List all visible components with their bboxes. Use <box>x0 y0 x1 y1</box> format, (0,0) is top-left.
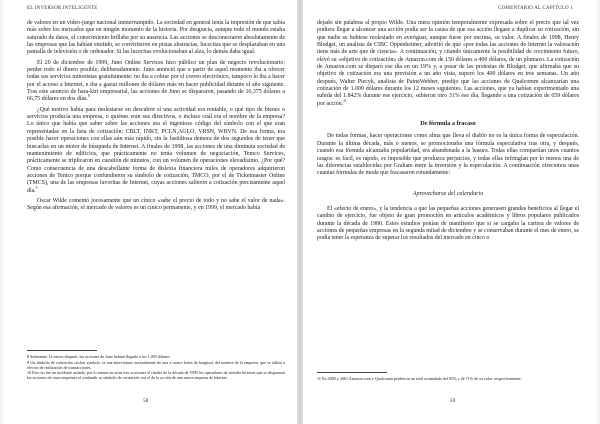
left-page <box>3 0 297 424</box>
right-page <box>303 0 597 424</box>
paragraph: ¿Qué motivo había para molestarse en descubrir si una actividad era rentable, o qué tipo de bienes o servicios producía una empresa, o quiénes eran sus directivos, o incluso cuál era el nombre de la empresa? Lo único que había que saber sobre las acciones era el ingenioso código del símbolo con el que eran representadas en la lista de cotización: CBLT, INKT, PCLN,AGLO, VRSN, WBVN. De esa forma, era posible hacer operaciones con ellas aún más rápido, sin la fastidiosa demora de dos segundos de tener que buscarlas en un motor de búsqueda de Internet. A finales de 1998, las acciones de una diminuta sociedad de mantenimiento de edificios, que prácticamente no tenía volumen de negociación, Temco Services, prácticamente se triplicaron en cuestión de minutos, con un volumen de operaciones elevadísimo. ¿Por qué? Como consecuencia de una descabellante forma de dislexia financiera miles de operadores adquirieron acciones de Temco porque confundieron su símbolo de cotización, TMCO, por el de Ticketmaster Online (TMCS), una de las empresas favoritas de Internet, cuyas acciones salieron a cotización precisamente aquel día.$^9$ <box>27 106 285 194</box>
footnote: 11 En 2000 y 2001 Amazon.com y Qualcomm perdieron un total acumulado del 85% y de 71% de su valor, respectivamente. <box>317 376 522 381</box>
page-number: 58 <box>143 398 149 404</box>
subsection-heading: Aprovecharse del calendario <box>412 190 484 197</box>
footnote-ref: 9 <box>35 185 38 190</box>
footnotes <box>317 372 579 382</box>
paragraph: Oscar Wilde comentó jocosamente que un cínico «sabe el precio de todo y no sabe el valor de nada». Según esa afirmación, el mercado de valores es un cínico permanente, y en 1999, el mercado había <box>27 197 285 212</box>
footnotes <box>27 350 285 381</box>
paragraph: El 20 de diciembre de 1999, Juno Online Services hizo público un plan de negocio revolucionario: perder todo el dinero posible, deliberadamente. Juno anunció que a partir de aquel momento iba a ofrecer todas sus servicios minoristas gratuitamente: no iba a cobrar por el correo electrónico, tampoco lo iba a hacer por el acceso a Internet, e iba a gastar millones de dólares más en hacer publicidad durante el año siguiente. Tras este anuncio de hara-kiri empresarial, las acciones de Juno se dispararon, pasando de 16,375 dólares a 66,75 dólares en dos días.$^8$ <box>27 59 285 103</box>
running-head: COMENTARIO AL CAPÍTULO 1 <box>498 6 573 11</box>
paragraph: De todas formas, hacer operaciones como alma que lleva el diablo no es la única forma de especulación. Durante la última década, más o menos, se promocionaba una fórmula especulativa tras otra, y después, cuando esa fórmula alcanzaba popularidad, era abandonada a la basura. Todas ellas compartían unos cuantos rasgos: es fácil, es rápido, es imposible que produzca perjuicios, y todas ellas infringían por lo menos una de las diferencias establecidas por Graham entre la inversión y la especulación. A continuación ofrecemos unas cuantas fórmulas de moda que fracasaron rotundamente: <box>317 133 579 177</box>
page-number: 59 <box>450 398 456 404</box>
running-head: EL INVERSOR INTELIGENTE <box>27 6 98 11</box>
section-heading: De fórmula a fracaso <box>420 120 476 128</box>
paragraph: de valores en un video-juego nacional ininterrumpido. La sociedad en general tenía la impresión de que sabía más sobre los mercados que en ningún momento de la historia. Por desgracia, aunque todo el mundo estaba saturado de datos, el conocimiento brillaba por su ausencia. Las acciones se desconectaron absolutamente de las empresas que las habían emitido, se convirtieron en pistas abstractas, lucecitas que se desplazaban en una pantalla de televisión o de ordenador. Si las lucecitas evolucionaban al alza, lo demás daba igual. <box>27 20 285 56</box>
paragraph: El «efecto de enero», y la tendencia a que las pequeñas acciones generasen grandes beneficios al llegar el cambio de ejercicio, fue objeto de gran promoción en artículos académicos y libros populares publicados durante la década de 1980. Estos estudios ponían de manifiesto que si se cargaba la cartera de valores de acciones de pequeñas empresas en la segunda mitad de diciembre y se conservaban durante el mes de enero, se podía tener la esperanza de superar los resultados del mercado en cinco o <box>317 205 579 242</box>
body-text <box>27 20 285 213</box>
footnote: 9 Un símbolo de cotización «ticker symbol» es una abreviatura, normalmente de una a cuatro letras de longitud, del nombre de la empresa, que se utiliza a efectos de realización de transacciones. <box>27 359 285 370</box>
footnote-ref: 11 <box>343 98 347 103</box>
footnote-divider <box>27 350 97 351</box>
footnote: 8 Solamente 12 meses después, las acciones de Juno habían llegado a los 1,093 dólares. <box>27 354 171 359</box>
footnote-ref: 8 <box>87 94 90 99</box>
paragraph: dejado sin palabras al propio Wilde. Una mera opinión temporalmente expresada sobre el precio que tal vez pudiera llegar a alcanzar una acción podía ser la causa de que esa acción llegase a duplicar su cotización, sin que nadie se hubiese molestado en averiguar, aunque fuese por encima, su valor. A finales de 1998, Henry Blodget, un analista de CIBC Oppenheimer, advirtió de que «por todas las acciones de Internet la valoración tiene más de arte que de ciencia». A continuación, y citando únicamente la posibilidad de crecimiento futuro, elevó su «objetivo de cotización» de Amazon.com de 150 dólares a 400 dólares, de un plumazo. La cotización de Amazon.com se disparó ese día en un 19% y, a pesar de las protestas de Blodget, que afirmaba que su objetivo de cotización era una previsión a un año vista, superó los 400 dólares en tres semanas. Un año después, Walter Piecyk, analista de PaineWebber, predijo que las acciones de Qualcomm alcanzarían una cotización de 1.000 dólares durante los 12 meses siguientes. Las acciones, que ya habían experimentado una subida del 1.842% durante ese ejercicio, subieron otro 31% ese día, llegando a una cotización de 659 dólares por acción.$^{11}$ <box>317 20 579 107</box>
footnote: 10 Esto no fue un incidente aislado; por lo menos en otras tres ocasiones al finales de la década de 1990 los operadores de intradía hicieron que se dispararan las acciones de otras empresas al confundir su símbolo de cotización con el de la acción de una nueva empresa de Internet. <box>27 370 285 381</box>
body-text <box>317 20 579 243</box>
footnote-divider <box>317 372 387 373</box>
